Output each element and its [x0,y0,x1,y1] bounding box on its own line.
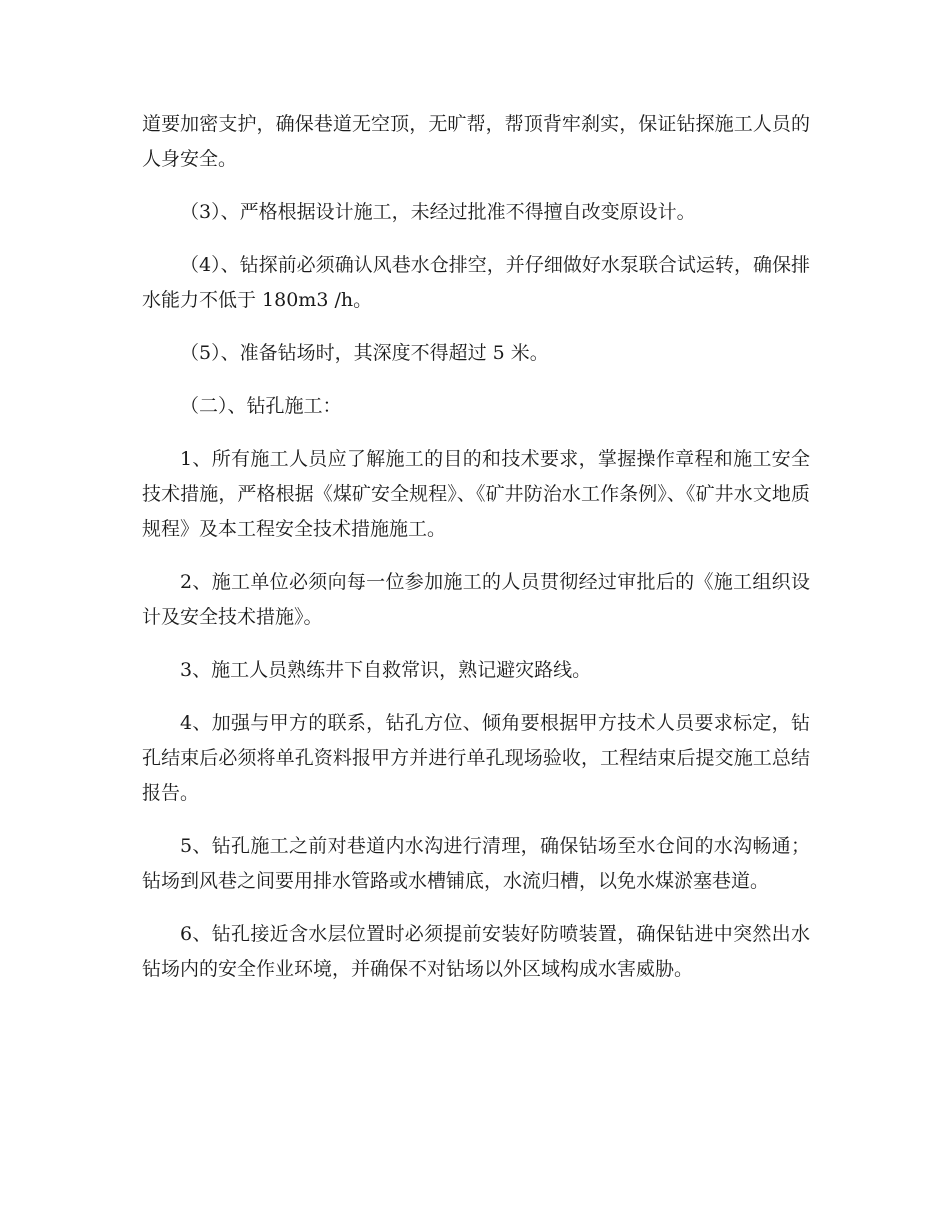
paragraph-rule-1: 1、所有施工人员应了解施工的目的和技术要求，掌握操作章程和施工安全技术措施，严格根据《煤矿安全规程》、《矿井防治水工作条例》、《矿井水文地质规程》及本工程安全技术措施施工。 [142,448,810,540]
section-heading-drilling: （二）、钻孔施工： [180,395,342,417]
paragraph-rule-3: 3、施工人员熟练井下自救常识，熟记避灾路线。 [180,659,592,681]
paragraph-rule-4: 4、加强与甲方的联系，钻孔方位、倾角要根据甲方技术人员要求标定，钻孔结束后必须将单孔资料报甲方并进行单孔现场验收，工程结束后提交施工总结报告。 [142,712,810,804]
paragraph-continuation: 道要加密支护，确保巷道无空顶，无旷帮，帮顶背牢刹实，保证钻探施工人员的人身安全。 [142,113,810,170]
paragraph-rule-6: 6、钻孔接近含水层位置时必须提前安装好防喷装置，确保钻进中突然出水钻场内的安全作业环境，并确保不对钻场以外区域构成水害威胁。 [142,923,810,980]
document-body [142,107,810,1005]
paragraph-item-5: （5）、准备钻场时，其深度不得超过 5 米。 [180,342,549,364]
paragraph-item-4: （4）、钻探前必须确认风巷水仓排空，并仔细做好水泵联合试运转，确保排水能力不低于 180m3 /h。 [142,254,810,311]
paragraph-rule-5: 5、钻孔施工之前对巷道内水沟进行清理，确保钻场至水仓间的水沟畅通；钻场到风巷之间要用排水管路或水槽铺底，水流归槽，以免水煤淤塞巷道。 [142,835,810,892]
paragraph-rule-2: 2、施工单位必须向每一位参加施工的人员贯彻经过审批后的《施工组织设计及安全技术措施》。 [142,571,810,628]
paragraph-item-3: （3）、严格根据设计施工，未经过批准不得擅自改变原设计。 [180,201,696,223]
